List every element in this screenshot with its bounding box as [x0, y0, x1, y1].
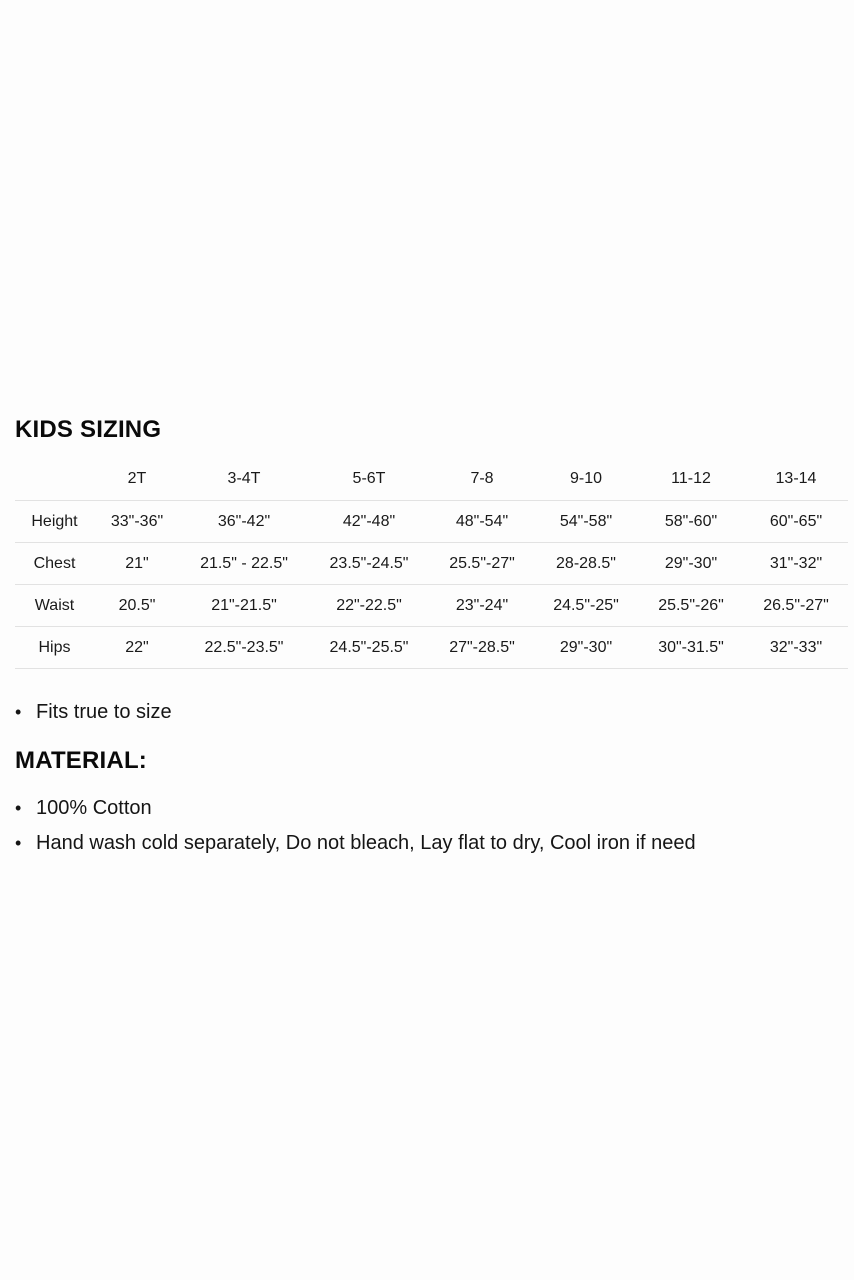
size-header-11-12: 11-12 — [638, 458, 744, 501]
size-header-2t: 2T — [94, 458, 180, 501]
table-cell: 24.5"-25.5" — [308, 627, 430, 669]
table-cell: 22" — [94, 627, 180, 669]
table-row-waist — [15, 585, 848, 627]
material-item-text: 100% Cotton — [36, 797, 152, 819]
bullet-icon: • — [15, 798, 22, 818]
header-corner-cell — [15, 458, 94, 501]
table-row-chest — [15, 543, 848, 585]
size-chart-table — [15, 458, 848, 669]
table-cell: 22"-22.5" — [308, 585, 430, 627]
table-row-hips — [15, 627, 848, 669]
table-cell: 42"-48" — [308, 501, 430, 543]
bullet-icon: • — [15, 702, 22, 722]
kids-sizing-heading: KIDS SIZING — [15, 416, 162, 443]
table-cell: 25.5"-27" — [430, 543, 534, 585]
row-label-hips: Hips — [15, 627, 94, 669]
size-header-5-6t: 5-6T — [308, 458, 430, 501]
care-instructions-text: Hand wash cold separately, Do not bleach, Lay flat to dry, Cool iron if need — [36, 832, 696, 854]
table-cell: 29"-30" — [638, 543, 744, 585]
row-label-chest: Chest — [15, 543, 94, 585]
row-label-height: Height — [15, 501, 94, 543]
row-label-waist: Waist — [15, 585, 94, 627]
table-cell: 29"-30" — [534, 627, 638, 669]
size-header-3-4t: 3-4T — [180, 458, 308, 501]
table-cell: 31"-32" — [744, 543, 848, 585]
table-cell: 23"-24" — [430, 585, 534, 627]
size-header-row — [15, 458, 848, 501]
table-cell: 23.5"-24.5" — [308, 543, 430, 585]
fit-note-text: Fits true to size — [36, 701, 172, 723]
table-cell: 25.5"-26" — [638, 585, 744, 627]
bullet-icon: • — [15, 833, 22, 853]
table-cell: 36"-42" — [180, 501, 308, 543]
table-cell: 32"-33" — [744, 627, 848, 669]
size-header-7-8: 7-8 — [430, 458, 534, 501]
list-item — [15, 699, 172, 734]
table-cell: 27"-28.5" — [430, 627, 534, 669]
table-cell: 21"-21.5" — [180, 585, 308, 627]
table-cell: 60"-65" — [744, 501, 848, 543]
table-cell: 48"-54" — [430, 501, 534, 543]
table-row-height — [15, 501, 848, 543]
list-item — [15, 830, 696, 865]
table-cell: 58"-60" — [638, 501, 744, 543]
table-cell: 20.5" — [94, 585, 180, 627]
table-cell: 24.5"-25" — [534, 585, 638, 627]
fit-notes-list — [15, 699, 172, 734]
size-header-13-14: 13-14 — [744, 458, 848, 501]
material-heading: MATERIAL: — [15, 747, 147, 774]
table-cell: 22.5"-23.5" — [180, 627, 308, 669]
table-cell: 21.5" - 22.5" — [180, 543, 308, 585]
table-cell: 26.5"-27" — [744, 585, 848, 627]
table-cell: 54"-58" — [534, 501, 638, 543]
table-cell: 30"-31.5" — [638, 627, 744, 669]
table-cell: 33"-36" — [94, 501, 180, 543]
size-header-9-10: 9-10 — [534, 458, 638, 501]
table-cell: 28-28.5" — [534, 543, 638, 585]
list-item — [15, 795, 696, 830]
table-cell: 21" — [94, 543, 180, 585]
material-list — [15, 795, 696, 865]
